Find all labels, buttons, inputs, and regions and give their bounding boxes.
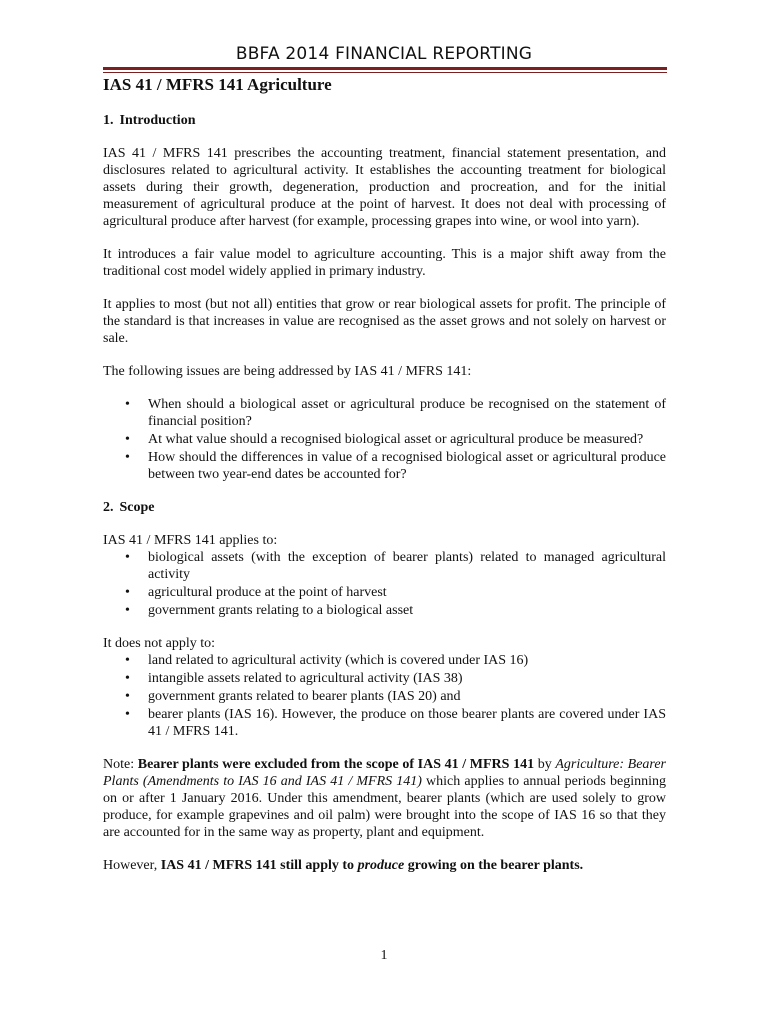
- page-number: 1: [380, 948, 388, 963]
- header-rule-thin: [103, 72, 667, 73]
- paragraph: It does not apply to:: [103, 636, 215, 651]
- section-heading-scope: [103, 499, 666, 516]
- list-item: • bearer plants (IAS 16). However, the produce on those bearer plants are covered under IAS 41 / MFRS 141.: [125, 707, 666, 739]
- bullet-icon: •: [125, 397, 130, 412]
- list-item: • How should the differences in value of a recognised biological asset or agricultural produce between two year-end dates be accounted for?: [125, 450, 666, 482]
- paragraph: IAS 41 / MFRS 141 applies to:: [103, 533, 278, 548]
- list-item: • agricultural produce at the point of harvest: [125, 585, 387, 600]
- paragraph: The following issues are being addressed by IAS 41 / MFRS 141:: [103, 364, 472, 379]
- not-apply-list: [103, 652, 666, 740]
- bullet-icon: •: [125, 603, 130, 618]
- section-number: 2.: [103, 500, 114, 515]
- paragraph: It introduces a fair value model to agriculture accounting. This is a major shift away from the traditional cost model widely applied in primary industry.: [103, 247, 666, 279]
- however-paragraph: However, IAS 41 / MFRS 141 still apply to produce growing on the bearer plants.: [103, 858, 584, 873]
- bullet-icon: •: [125, 450, 130, 465]
- bullet-icon: •: [125, 707, 130, 722]
- section-title: Scope: [119, 500, 155, 515]
- section-heading-introduction: [103, 112, 666, 129]
- section-title: Introduction: [119, 113, 196, 128]
- list-item: • government grants relating to a biological asset: [125, 603, 414, 618]
- list-item: • When should a biological asset or agricultural produce be recognised on the statement of financial position?: [125, 397, 666, 429]
- header-rule-thick: [103, 67, 667, 70]
- issues-list: [103, 396, 666, 483]
- list-item: • intangible assets related to agricultural activity (IAS 38): [125, 671, 463, 686]
- applies-list: [103, 549, 666, 619]
- list-item: • biological assets (with the exception of bearer plants) related to managed agricultural activity: [125, 550, 666, 582]
- bullet-icon: •: [125, 550, 130, 565]
- paragraph: It applies to most (but not all) entities that grow or rear biological assets for profit. The principle of the standard is that increases in value are recognised as the asset grows and not solely on harvest or sale.: [103, 297, 666, 346]
- list-item: • government grants related to bearer plants (IAS 20) and: [125, 689, 461, 704]
- bullet-icon: •: [125, 689, 130, 704]
- bullet-icon: •: [125, 432, 130, 447]
- bullet-icon: •: [125, 653, 130, 668]
- page-content: [103, 74, 666, 890]
- produce-emphasis: produce: [357, 858, 405, 873]
- list-item: • land related to agricultural activity (which is covered under IAS 16): [125, 653, 529, 668]
- note-italic-text: Agriculture: Bearer Plants (Amendments to IAS 16 and IAS 41 / MFRS 141): [103, 757, 666, 789]
- note-bold-text: Bearer plants were excluded from the scope of IAS 41 / MFRS 141: [137, 757, 535, 772]
- document-title: IAS 41 / MFRS 141 Agriculture: [103, 75, 332, 94]
- paragraph: IAS 41 / MFRS 141 prescribes the accounting treatment, financial statement presentation, and disclosures related to agricultural activity. It establishes the accounting treatment for biological assets during their growth, degeneration, production and procreation, and for the initial measurement of agricultural produce at the point of harvest. It does not deal with processing of agricultural produce after harvest (for example, processing grapes into wine, or wool into yarn).: [103, 146, 666, 229]
- running-header: BBFA 2014 FINANCIAL REPORTING: [235, 44, 533, 64]
- list-item: • At what value should a recognised biological asset or agricultural produce be measured?: [125, 432, 644, 447]
- bullet-icon: •: [125, 671, 130, 686]
- bullet-icon: •: [125, 585, 130, 600]
- note-paragraph: Note: Bearer plants were excluded from the scope of IAS 41 / MFRS 141 by Agriculture: Bearer Plants (Amendments to IAS 16 and IAS 41 / MFRS 141) which applies to annual periods beginning on or after 1 January 2016. Under this amendment, bearer plants (which are used solely to grow produce, for example grapevines and oil palm) were brought into the scope of IAS 16 so that they are accounted for in the same way as property, plant and equipment.: [103, 757, 666, 840]
- section-number: 1.: [103, 113, 114, 128]
